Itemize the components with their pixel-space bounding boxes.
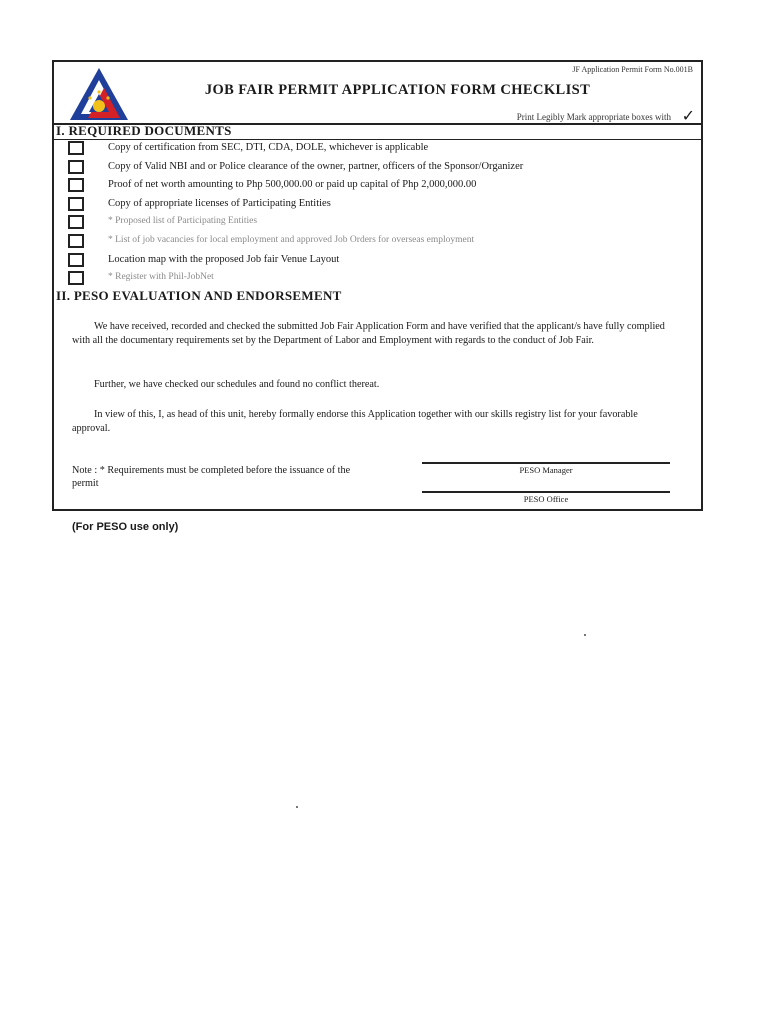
form-title: JOB FAIR PERMIT APPLICATION FORM CHECKLIST bbox=[204, 82, 591, 98]
scan-speck bbox=[584, 634, 586, 636]
peso-use-only-note: (For PESO use only) bbox=[72, 521, 179, 533]
requirement-label: Copy of appropriate licenses of Participating Entities bbox=[108, 197, 331, 209]
requirement-checkbox[interactable] bbox=[68, 215, 84, 229]
print-instruction: Print Legibly Mark appropriate boxes with bbox=[516, 112, 671, 122]
section1-title: I. REQUIRED DOCUMENTS bbox=[56, 123, 232, 138]
peso-manager-label: PESO Manager bbox=[519, 465, 573, 475]
paragraph-text: We have received, recorded and checked the submitted Job Fair Application Form and have verified that the applicant/s have fully complied with all the documentary requirements set by the Department of Labor and Employment with regards to the conduct of Job Fair. bbox=[72, 321, 665, 346]
requirement-label: Copy of Valid NBI and or Police clearance of the owner, partner, officers of the Sponsor/Organizer bbox=[108, 160, 524, 172]
requirement-checkbox[interactable] bbox=[68, 160, 84, 174]
requirement-item bbox=[66, 178, 686, 197]
requirement-checkbox[interactable] bbox=[68, 271, 84, 285]
requirement-checkbox[interactable] bbox=[68, 141, 84, 155]
requirement-checkbox[interactable] bbox=[68, 197, 84, 211]
endorsement-paragraph-3 bbox=[72, 408, 668, 436]
endorsement-paragraph-1 bbox=[72, 320, 668, 348]
section2-title: II. PESO EVALUATION AND ENDORSEMENT bbox=[56, 288, 342, 303]
requirement-label: Copy of certification from SEC, DTI, CDA, DOLE, whichever is applicable bbox=[108, 142, 429, 153]
form-container bbox=[52, 60, 703, 511]
requirement-item bbox=[66, 160, 686, 179]
requirement-item bbox=[66, 271, 686, 290]
requirement-checkbox[interactable] bbox=[68, 178, 84, 192]
requirement-checkbox[interactable] bbox=[68, 234, 84, 248]
requirement-item bbox=[66, 234, 686, 253]
requirement-item bbox=[66, 197, 686, 216]
paragraph-text: In view of this, I, as head of this unit, hereby formally endorse this Application together with our skills registry list for your favorable approval. bbox=[72, 409, 638, 434]
requirements-note: Note : * Requirements must be completed before the issuance of the permit bbox=[72, 465, 351, 489]
endorsement-paragraph-2 bbox=[72, 378, 668, 392]
requirement-item bbox=[66, 215, 686, 234]
requirement-checkbox[interactable] bbox=[68, 253, 84, 267]
requirement-label: * List of job vacancies for local employment and approved Job Orders for overseas employment bbox=[108, 234, 475, 245]
requirement-label: * Proposed list of Participating Entities bbox=[108, 216, 258, 227]
peso-office-label: PESO Office bbox=[523, 494, 569, 504]
scan-speck bbox=[296, 806, 298, 808]
paragraph-text: Further, we have checked our schedules and found no conflict thereat. bbox=[94, 379, 380, 390]
signature-line-manager bbox=[422, 462, 670, 464]
form-number: JF Application Permit Form No.001B bbox=[572, 65, 693, 74]
requirement-label: Proof of net worth amounting to Php 500,000.00 or paid up capital of Php 2,000,000.00 bbox=[108, 179, 477, 191]
signature-line-office bbox=[422, 491, 670, 493]
requirement-label: Location map with the proposed Job fair Venue Layout bbox=[108, 253, 340, 265]
requirement-item bbox=[66, 141, 686, 160]
requirement-label: * Register with Phil-JobNet bbox=[108, 272, 214, 283]
required-documents-list bbox=[66, 141, 686, 290]
requirement-item bbox=[66, 253, 686, 272]
checkmark-icon: ✓ bbox=[681, 106, 695, 125]
